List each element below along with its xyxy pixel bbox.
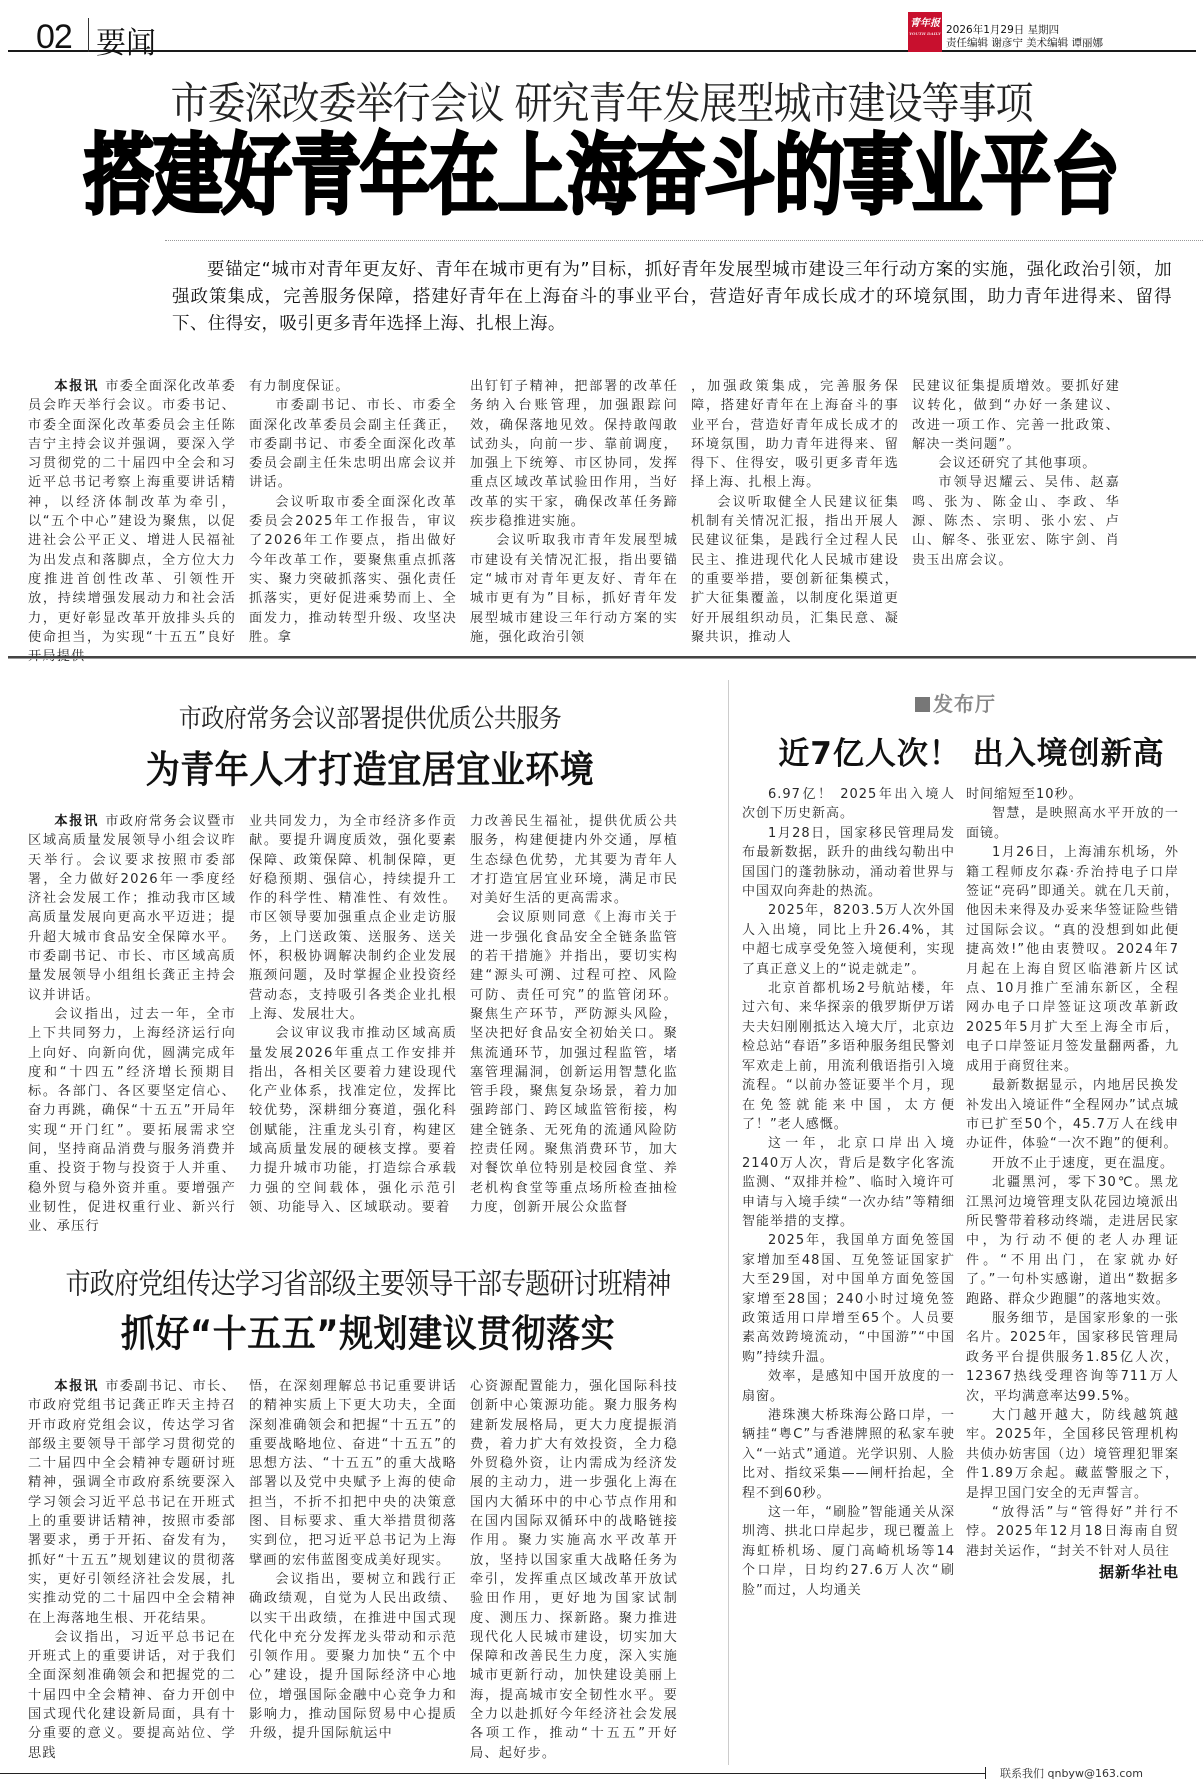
text-column bbox=[691, 377, 899, 666]
newspaper-logo bbox=[908, 12, 942, 52]
paragraph: 会议指出，要树立和践行正确政绩观，自觉为人民出政绩、以实干出政绩，在推进中国式现代化中充分发挥龙头带动和示范引领作用。要聚力加快“五个中心”建设，提升国际经济中心地位，增强国际金融中心竞争力和影响力，推动国际贸易中心提质升级，提升国际航运中 bbox=[249, 1571, 457, 1742]
text-column bbox=[28, 1377, 236, 1763]
dotted-divider bbox=[165, 240, 1203, 241]
dateline: 本报讯 bbox=[54, 814, 106, 829]
paragraph: 心资源配置能力，强化国际科技创新中心策源功能。聚力服务构建新发展格局，更大力度提振消费，着力扩大有效投资，全力稳外贸稳外资，让内需成为经济发展的主动力，进一步强化上海在国内大循环中的中心节点作用和在国内国际双循环中的战略链接作用。聚力实施高水平改革开放，坚持以国家重大战略任务为牵引，发挥重点区域改革开放试验田作用，更好地为国家试制度、测压力、探新路。聚力推进现代化人民城市建设，切实加大保障和改善民生力度，深入实施城市更新行动，加快建设美丽上海，提高城市安全韧性水平。要全力以赴抓好今年经济社会发展各项工作，推动“十五五”开好局、起好步。 bbox=[470, 1379, 678, 1761]
paragraph: 北疆黑河，零下30℃。黑龙江黑河边境管理支队花园边境派出所民警带着移动终端，走进居民家中，为行动不便的老人办理证件。“不用出门，在家就办好了。”一句朴实感谢，道出“数据多跑路、群众少跑腿”的落地实效。 bbox=[966, 1175, 1179, 1307]
column-divider bbox=[728, 680, 729, 1765]
paragraph: 力改善民生福祉，提供优质公共服务，构建便捷内外交通，厚植生态绿色优势，尤其要为青年人才打造宜居宜业环境，满足市民对美好生活的更高需求。 bbox=[470, 814, 678, 907]
paragraph: 业共同发力，为全市经济多作贡献。要提升调度质效，强化要素保障、政策保障、机制保障，更好稳预期、强信心，持续提升工作的科学性、精准性、有效性。市区领导要加强重点企业走访服务，上门送政策、送服务、送关怀，积极协调解决制约企业发展瓶颈问题，及时掌握企业投资经营动态，支持吸引各类企业扎根上海、发展壮大。 bbox=[249, 814, 457, 1022]
paragraph: 大门越开越大，防线越筑越牢。2025年，全国移民管理机构共侦办妨害国（边）境管理犯罪案件1.89万余起。藏蓝警服之下，是捍卫国门安全的无声誓言。 bbox=[966, 1408, 1179, 1501]
paragraph: 1月28日，国家移民管理局发布最新数据，跃升的曲线勾勒出中国国门的蓬勃脉动，涌动着世界与中国双向奔赴的热流。 bbox=[742, 825, 955, 900]
paragraph: 开放不止于速度，更在温度。 bbox=[992, 1155, 1175, 1171]
dateline: 本报讯 bbox=[54, 379, 106, 394]
paragraph: 悟，在深刻理解总书记重要讲话的精神实质上下更大功夫，全面深刻准确领会和把握“十五五”的重要战略地位、奋进“十五五”的思想方法、“十五五”的重大战略部署以及党中央赋予上海的使命担当，不折不扣把中央的决策意图、目标要求、重大举措贯彻落实到位，把习近平总书记为上海擘画的宏伟蓝图变成美好现实。 bbox=[249, 1379, 457, 1568]
paragraph: 会议审议我市推动区域高质量发展2026年重点工作安排并指出，各相关区要着力建设现代化产业体系，找准定位，发挥比较优势，深耕细分赛道，强化科创赋能，注重龙头引育，构建区域高质量发展的硬核支撑。要着力提升城市功能，打造综合承载力强的空间载体，强化示范引领、功能导入、区域联动。要着 bbox=[249, 1026, 457, 1215]
section-name: 要闻 bbox=[96, 26, 156, 61]
paragraph: 服务细节，是国家形象的一张名片。2025年，国家移民管理局政务平台提供服务1.85亿人次，12367热线受理咨询等711万人次，平均满意率达99.5%。 bbox=[966, 1310, 1179, 1404]
paragraph: 有力制度保证。 bbox=[249, 379, 350, 394]
article4-headline: 近7亿人次！ 出入境创新高 bbox=[778, 736, 1165, 772]
paragraph: 智慧，是映照高水平开放的一面镜。 bbox=[966, 806, 1179, 841]
paragraph: 这一年，北京口岸出入境2140万人次，背后是数字化客流监测、“双排并检”、临时入境许可申请与入境手续“一次办结”等精细智能举措的支撑。 bbox=[742, 1136, 955, 1229]
article1-kicker: 市委深改委举行会议 研究青年发展型城市建设等事项 bbox=[170, 78, 1033, 129]
paragraph: ，加强政策集成，完善服务保障，搭建好青年在上海奋斗的事业平台，营造好青年成长成才的环境氛围，助力青年进得来、留得下、住得安，吸引更多青年选择上海、扎根上海。 bbox=[691, 379, 899, 491]
article2-headline: 为青年人才打造宜居宜业环境 bbox=[145, 748, 595, 793]
paragraph: 会议指出，过去一年，全市上下共同努力，上海经济运行向上向好、向新向优，圆满完成年度和“十四五”经济增长预期目标。各部门、各区要坚定信心、奋力再跳，确保“十五五”开局年实现“开门红”。要拓展需求空间，坚持商品消费与服务消费并重、投资于物与投资于人并重、稳外贸与稳外资并重。要增强产业韧性，促进权重行业、新兴行业、承压行 bbox=[28, 1006, 236, 1235]
text-column bbox=[470, 377, 678, 666]
article2-body bbox=[28, 812, 691, 1237]
paragraph: 会议听取市委全面深化改革委员会2025年工作报告，审议了2026年工作要点，指出做好今年改革工作，要聚焦重点抓落实、聚力突破抓落实、强化责任抓落实，更好促进乘势而上、全面发力，推动转型升级、攻坚决胜。拿 bbox=[249, 494, 457, 645]
paragraph: 本报讯 市委副书记、市长、市政府党组书记龚正昨天主持召开市政府党组会议，传达学习省部级主要领导干部学习贯彻党的二十届四中全会精神专题研讨班精神，强调全市政府系统要深入学习领会习近平总书记在开班式上的重要讲话精神，按照市委部署要求，勇于开拓、奋发有为，抓好“十五五”规划建议的贯彻落实，更好引领经济社会发展，扎实推动党的二十届四中全会精神在上海落地生根、开花结果。 bbox=[28, 1379, 236, 1626]
square-bullet-icon bbox=[915, 697, 930, 712]
text-column bbox=[28, 377, 236, 666]
text-column bbox=[966, 785, 1179, 1600]
text-column bbox=[249, 377, 457, 666]
page-number: 02 bbox=[36, 18, 72, 56]
paragraph: 会议听取健全人民建议征集机制有关情况汇报，指出开展人民建议征集，是践行全过程人民民主、推进现代化人民城市建设的重要举措，要创新征集模式，扩大征集覆盖，以制度化渠道更好开展组织动员，汇集民意、凝聚共识，推动人 bbox=[691, 494, 899, 645]
paragraph: 效率，是感知中国开放度的一扇窗。 bbox=[742, 1369, 955, 1404]
paragraph: 市领导迟耀云、吴伟、赵嘉鸣、张为、陈金山、李政、华源、陈杰、宗明、张小宏、卢山、解冬、张亚宏、陈宇剑、肖贵玉出席会议。 bbox=[912, 475, 1120, 568]
article2-kicker: 市政府常务会议部署提供优质公共服务 bbox=[178, 704, 562, 734]
paragraph: 2025年，8203.5万人次外国人入出境，同比上升26.4%，其中超七成享受免签入境便利，实现了真正意义上的“说走就走”。 bbox=[742, 903, 955, 977]
issue-meta bbox=[946, 24, 1103, 50]
column-tag bbox=[915, 688, 996, 717]
paragraph: 6.97亿！ 2025年出入境人次创下历史新高。 bbox=[742, 787, 955, 822]
logo-subtext: YOUTH DAILY bbox=[909, 31, 941, 36]
article1-lead: 要锚定“城市对青年更友好、青年在城市更有为”目标，抓好青年发展型城市建设三年行动方案的实施，强化政治引领，加强政策集成，完善服务保障，搭建好青年在上海奋斗的事业平台，营造好青年成长成才的环境氛围，助力青年进得来、留得下、住得安，吸引更多青年选择上海、扎根上海。 bbox=[172, 260, 1172, 334]
byline: 据新华社电 bbox=[1098, 1563, 1179, 1582]
footer-tick bbox=[985, 1767, 986, 1779]
paragraph: 本报讯 市委全面深化改革委员会昨天举行会议。市委书记、市委全面深化改革委员会主任陈吉宁主持会议并强调，要深入学习贯彻党的二十届四中全会和习近平总书记考察上海重要讲话精神，以经济体制改革为牵引，以“五个中心”建设为聚焦，以促进社会公平正义、增进人民福祉为出发点和落脚点，全方位大力度推进首创性改革、引领性开放，持续增强发展动力和社会活力，更好彰显改革开放排头兵的使命担当，为实现“十五五”良好 bbox=[28, 379, 236, 645]
footer-rule bbox=[0, 1773, 985, 1774]
paragraph: 1月26日，上海浦东机场，外籍工程师皮尔森·乔治持电子口岸签证“亮码”即通关。就在几天前，他因未来得及办妥来华签证险些错过国际会议。“真的没想到如此便捷高效!”他由衷赞叹。2024年7月起在上海自贸区临港新片区试点、10月推广至浦东新区，全程网办电子口岸签证这项改革新政2025年5月扩大至上海全市后，电子口岸签证月签发量翻两番，九成用于商贸往来。 bbox=[966, 845, 1179, 1074]
paragraph: 民建议征集提质增效。要抓好建议转化，做到“办好一条建议、改进一项工作、完善一批政策、解决一类问题”。 bbox=[912, 379, 1120, 452]
text-column bbox=[249, 1377, 457, 1763]
masthead bbox=[8, 10, 1196, 61]
paragraph: 会议原则同意《上海市关于进一步强化食品安全全链条监管的若干措施》并指出，要切实构建“源头可溯、过程可控、风险可防、责任可究”的监管闭环。聚焦生产环节，严防源头风险，坚决把好食品安全初始关口。聚焦流通环节，加强过程监管，堵塞管理漏洞，创新运用智慧化监管手段，聚焦复杂场景，着力加强跨部门、跨区域监管衔接，构建全链条、无死角的流通风险防控责任网。聚焦消费环节，加大对餐饮单位特别是校园食堂、养老机构食堂等重点场所检查抽检力度，创新开展公众监督 bbox=[470, 910, 678, 1215]
paragraph: 2025年，我国单方面免签国家增加至48国、互免签证国家扩大至29国，对中国单方面免签国家增至28国；240小时过境免签政策适用口岸增至65个。人员要素高效跨境流动，“中国游”“中国购”持续升温。 bbox=[742, 1233, 955, 1365]
masthead-divider bbox=[88, 18, 89, 52]
article1-headline: 搭建好青年在上海奋斗的事业平台 bbox=[84, 124, 1119, 227]
article3-headline: 抓好“十五五”规划建议贯彻落实 bbox=[120, 1312, 616, 1357]
text-column bbox=[470, 1377, 678, 1763]
column-tag-label: 发布厅 bbox=[933, 692, 996, 716]
paragraph: 会议听取我市青年发展型城市建设有关情况汇报，指出要锚定“城市对青年更友好、青年在城市更有为”目标，抓好青年发展型城市建设三年行动方案的实施，强化政治引领 bbox=[470, 533, 678, 645]
text-column bbox=[470, 812, 678, 1237]
paragraph: 北京首都机场2号航站楼，年过六旬、来华探亲的俄罗斯伊万诺夫夫妇刚刚抵达入境大厅，北京边检总站“春语”多语种服务组民警刘军欢走上前，用流利俄语指引入境流程。“以前办签证要半个月，现在免签就能来中国，太方便了！”老人感慨。 bbox=[742, 981, 955, 1132]
text-column bbox=[249, 812, 457, 1237]
article3-kicker: 市政府党组传达学习省部级主要领导干部专题研讨班精神 bbox=[65, 1267, 671, 1301]
text-column bbox=[912, 377, 1120, 666]
article4-body bbox=[742, 785, 1190, 1600]
article3-body bbox=[28, 1377, 691, 1763]
paragraph: 会议指出，习近平总书记在开班式上的重要讲话，对于我们全面深刻准确领会和把握党的二十届四中全会精神、奋力开创中国式现代化建设新局面，具有十分重要的意义。要提高站位、学思践 bbox=[28, 1629, 236, 1761]
paragraph: 本报讯 市政府常务会议暨市区域高质量发展领导小组会议昨天举行。会议要求按照市委部署，全力做好2026年一季度经济社会发展工作；推动我市区域高质量发展向更高水平迈进；提升超大城市食品安全保障水平。市委副书记、市长、市区域高质量发展领导小组组长龚正主持会议并讲话。 bbox=[28, 814, 236, 1003]
text-column bbox=[28, 812, 236, 1237]
paragraph: 这一年，“刷脸”智能通关从深圳湾、拱北口岸起步，现已覆盖上海虹桥机场、厦门高崎机场等14个口岸，日均约27.6万人次“刷脸”而过，人均通关 bbox=[742, 1505, 955, 1598]
paragraph: 港珠澳大桥珠海公路口岸，一辆挂“粤C”与香港牌照的私家车驶入“一站式”通道。光学识别、人脸比对、指纹采集——闸杆抬起，全程不到60秒。 bbox=[742, 1408, 955, 1501]
paragraph: 市委副书记、市长、市委全面深化改革委员会副主任龚正，市委副书记、市委全面深化改革委员会副主任朱忠明出席会议并讲话。 bbox=[249, 398, 457, 491]
paragraph: 最新数据显示，内地居民换发补发出入境证件“全程网办”试点城市已扩至50个，45.7万人在线申办证件，体验“一次不跑”的便利。 bbox=[966, 1078, 1179, 1152]
article1-body bbox=[28, 377, 1133, 666]
issue-date: 2026年1月29日 星期四 bbox=[946, 24, 1060, 36]
contact-email[interactable]: 联系我们 qnbyw@163.com bbox=[1000, 1767, 1143, 1780]
paragraph: 出钉钉子精神，把部署的改革任务纳入台账管理，加强跟踪问效，确保落地见效。保持敢闯敢试劲头，向前一步、靠前调度，加强上下统筹、市区协同，发挥重点区域改革试验田作用，当好改革的实干家，确保改革任务蹄疾步稳推进实施。 bbox=[470, 379, 678, 530]
section-divider bbox=[8, 656, 1196, 659]
paragraph: 时间缩短至10秒。 bbox=[966, 787, 1083, 802]
paragraph: “放得活”与“管得好”并行不悖。2025年12月18日海南自贸港封关运作，“封关不针对人员往 bbox=[966, 1505, 1179, 1559]
text-column bbox=[742, 785, 955, 1600]
dateline: 本报讯 bbox=[54, 1379, 106, 1394]
editors: 责任编辑 谢彦宁 美术编辑 谭丽娜 bbox=[946, 37, 1104, 49]
paragraph: 会议还研究了其他事项。 bbox=[938, 456, 1097, 472]
logo-text: 青年报 bbox=[910, 18, 940, 29]
